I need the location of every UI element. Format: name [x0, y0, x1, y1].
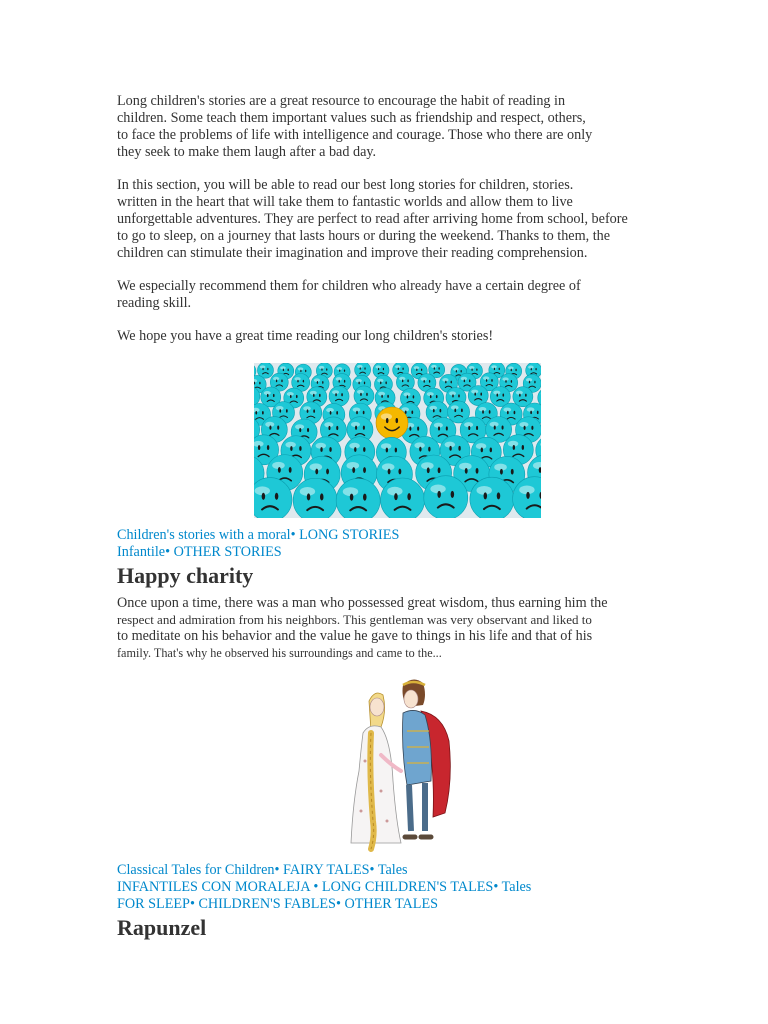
intro-p1-line3: to face the problems of life with intelligence and courage. Those who there are only [117, 127, 593, 143]
story1-title[interactable]: Happy charity [117, 563, 254, 588]
separator-dot: • [189, 896, 195, 912]
intro-p4-line1: We hope you have a great time reading our long children's stories! [117, 328, 494, 344]
intro-p1-line1: Long children's stories are a great resource to encourage the habit of reading in [117, 93, 566, 109]
tag-infantile[interactable]: Infantile [117, 544, 166, 560]
story2-tags-line2 [117, 879, 677, 896]
article-list [117, 93, 677, 941]
intro-p2-line5: children can stimulate their imagination and improve their reading comprehension. [117, 245, 588, 261]
tag-long-childrens-tales[interactable]: LONG CHILDREN'S TALES [321, 879, 494, 895]
tag-long-stories[interactable]: LONG STORIES [299, 527, 400, 543]
rapunzel-figure [351, 693, 401, 849]
story1-tags-line2 [117, 544, 677, 561]
separator-dot: • [313, 879, 319, 895]
story1-tags [117, 527, 677, 561]
tag-childrens-fables[interactable]: CHILDREN'S FABLES [198, 896, 336, 912]
tag-fairy-tales[interactable]: FAIRY TALES [283, 862, 370, 878]
story2-tags-line3 [117, 896, 677, 913]
story2-title[interactable]: Rapunzel [117, 915, 207, 940]
intro-p2-line2: written in the heart that will take them to fantastic worlds and allow them to live [117, 194, 573, 210]
tag-for-sleep[interactable]: FOR SLEEP [117, 896, 190, 912]
separator-dot: • [290, 527, 296, 543]
intro-p2-line4: to go to sleep, on a journey that lasts hours or during the weekend. Thanks to them, the [117, 228, 611, 244]
prince-figure [403, 679, 451, 837]
tag-other-tales[interactable]: OTHER TALES [344, 896, 439, 912]
tag-childrens-stories-moral[interactable]: Children's stories with a moral [117, 527, 291, 543]
separator-dot: • [274, 862, 280, 878]
story-image-rapunzel-wrap[interactable] [117, 671, 677, 853]
intro-section [117, 93, 677, 345]
tag-tales-for-sleep[interactable]: Tales [501, 879, 532, 895]
tag-infantiles-con-moraleja[interactable]: INFANTILES CON MORALEJA [117, 879, 314, 895]
intro-p1-line4: they seek to make them laugh after a bad day. [117, 144, 377, 160]
tag-tales-infantiles[interactable]: Tales [377, 862, 408, 878]
story1-excerpt-line2: respect and admiration from his neighbors. This gentleman was very observant and liked to [117, 611, 592, 627]
story-image-smileys-wrap[interactable] [117, 363, 677, 518]
story2-tags-line1 [117, 862, 677, 879]
intro-p2-line1: In this section, you will be able to read our best long stories for children, stories. [117, 177, 574, 193]
story1-tags-line1 [117, 527, 677, 544]
rapunzel-illustration[interactable] [341, 671, 453, 853]
separator-dot: • [493, 879, 499, 895]
story1-excerpt-line1: Once upon a time, there was a man who possessed great wisdom, thus earning him the [117, 595, 608, 611]
smiley-crowd-image[interactable] [254, 363, 541, 518]
separator-dot: • [335, 896, 341, 912]
intro-p2-line3: unforgettable adventures. They are perfect to read after arriving home from school, before [117, 211, 628, 227]
separator-dot: • [165, 544, 171, 560]
intro-p3-line2: reading skill. [117, 295, 192, 311]
tag-classical-tales[interactable]: Classical Tales for Children [117, 862, 275, 878]
story1-excerpt [117, 595, 677, 661]
intro-p1-line2: children. Some teach them important values such as friendship and respect, others, [117, 110, 586, 126]
separator-dot: • [369, 862, 375, 878]
intro-p3-line1: We especially recommend them for children who already have a certain degree of [117, 278, 581, 294]
story1-excerpt-line3: to meditate on his behavior and the value he gave to things in his life and that of his [117, 628, 593, 644]
tag-other-stories[interactable]: OTHER STORIES [173, 544, 282, 560]
story1-excerpt-line4: family. That's why he observed his surroundings and came to the... [117, 645, 442, 660]
story2-tags [117, 862, 677, 913]
